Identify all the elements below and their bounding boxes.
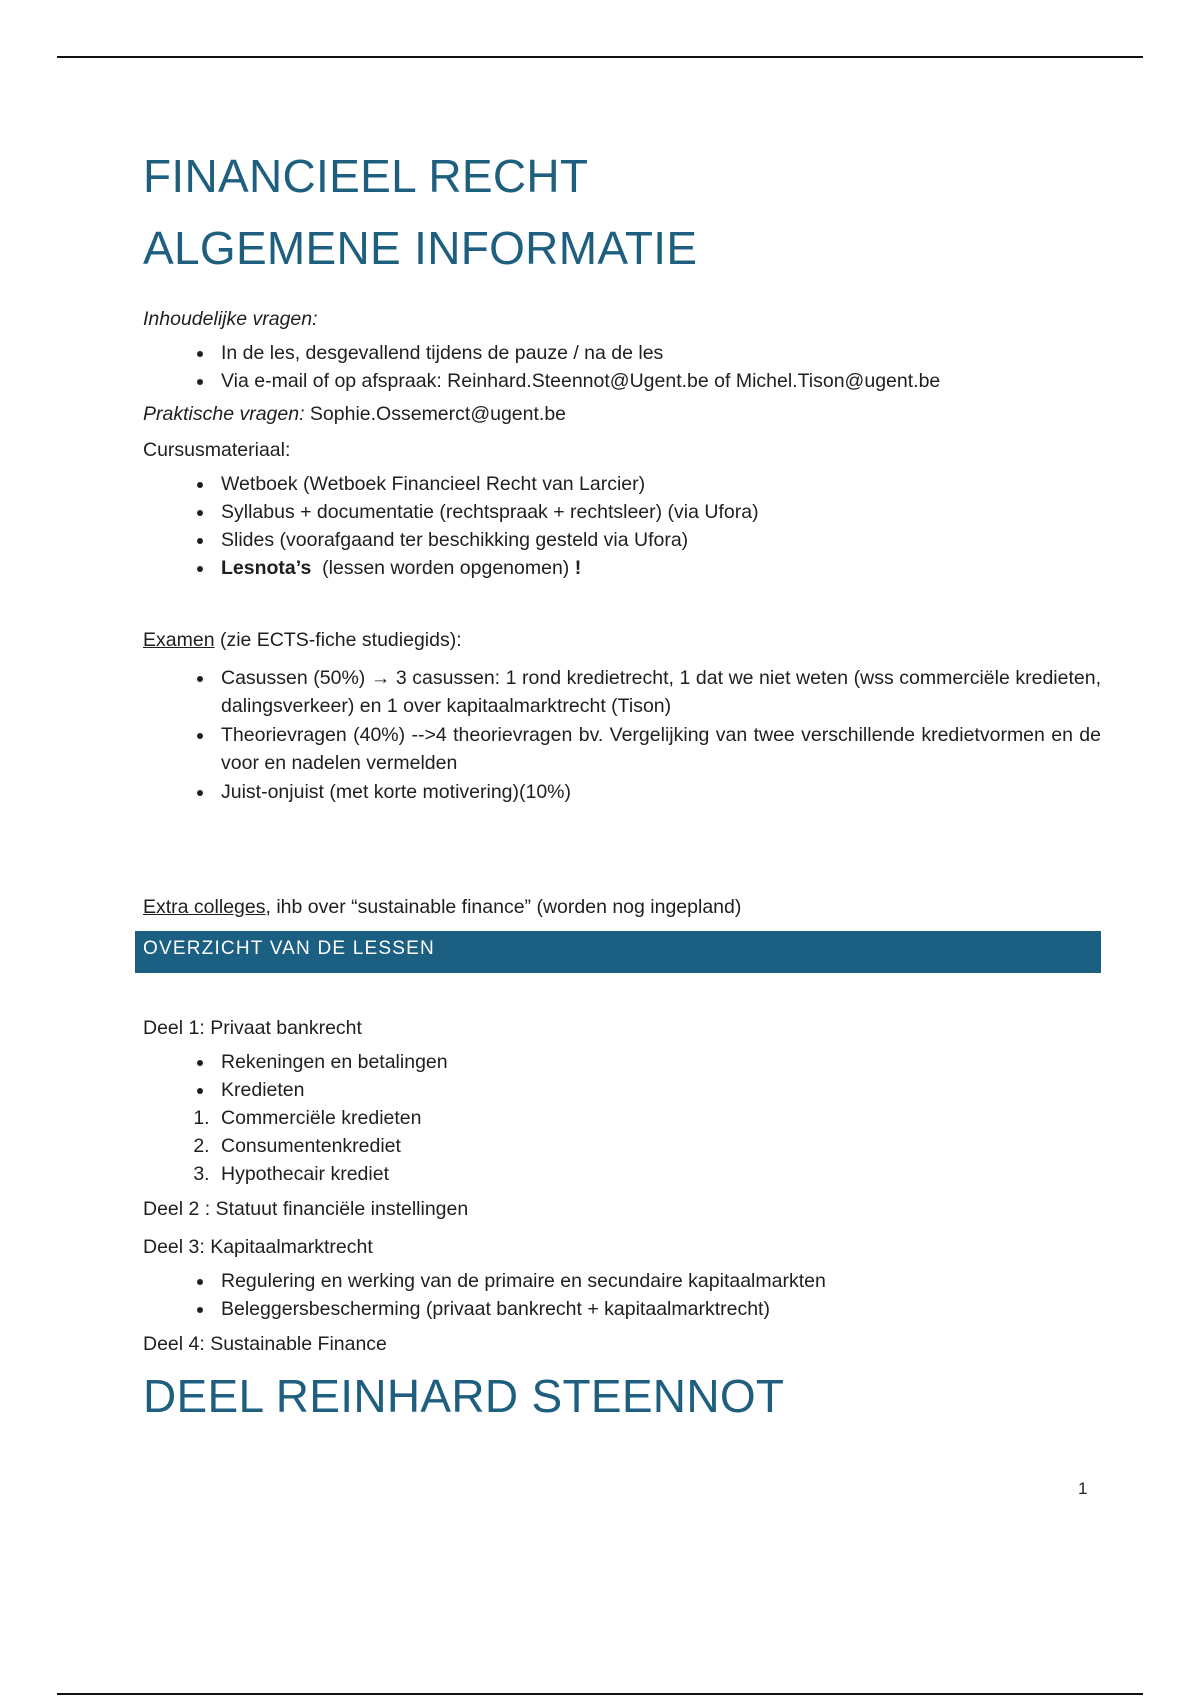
list-item: • Wetboek (Wetboek Financieel Recht van Larcier) (215, 470, 1101, 498)
section-bar-overzicht: OVERZICHT VAN DE LESSEN (135, 931, 1101, 973)
deel2-heading: Deel 2 : Statuut financiële instellingen (143, 1198, 469, 1220)
document-page (143, 140, 1101, 1432)
praktische-vragen (143, 401, 1101, 428)
page-number: 1 (1078, 1479, 1088, 1498)
extra-colleges: Extra colleges, ihb over “sustainable finance” (worden nog ingepland) (143, 896, 742, 918)
inhoudelijke-vragen-label: Inhoudelijke vragen: (143, 308, 318, 330)
title-algemene-informatie: ALGEMENE INFORMATIE (143, 222, 698, 274)
title-deel-reinhard-steennot: DEEL REINHARD STEENNOT (143, 1370, 785, 1422)
list-item: • Casussen (50%) → 3 casussen: 1 rond kredietrecht, 1 dat we niet weten (wss commerciële kredieten, dalingsverkeer) en 1 over kapitaalmarktrecht (Tison) (215, 664, 1101, 720)
bottom-rule (57, 1693, 1143, 1695)
list-item: • Theorievragen (40%) -->4 theorievragen bv. Vergelijking van twee verschillende kredietvormen en de voor en nadelen vermelden (215, 721, 1101, 777)
list-item: • Syllabus + documentatie (rechtspraak + rechtsleer) (via Ufora) (215, 498, 1101, 526)
cursusmateriaal-list (143, 470, 1101, 582)
top-rule (57, 56, 1143, 58)
list-item-lesnotas: • Lesnota’s (lessen worden opgenomen) ! (215, 554, 1101, 582)
praktische-vragen-label: Praktische vragen: (143, 403, 305, 425)
list-item: • Kredieten (215, 1076, 1101, 1104)
deel1-numbered-list (143, 1104, 1101, 1188)
examen-label: Examen (143, 629, 215, 651)
list-item: • In de les, desgevallend tijdens de pauze / na de les (215, 339, 1101, 367)
extra-colleges-label: Extra colleges, (143, 896, 271, 918)
inhoudelijke-vragen-list (143, 339, 1101, 395)
praktische-vragen-email: Sophie.Ossemerct@ugent.be (304, 403, 567, 425)
list-item: • Via e-mail of op afspraak: Reinhard.Steennot@Ugent.be of Michel.Tison@ugent.be (215, 367, 1101, 395)
list-item: • Rekeningen en betalingen (215, 1048, 1101, 1076)
list-item: 3. Hypothecair krediet (215, 1160, 1101, 1188)
deel1-heading: Deel 1: Privaat bankrecht (143, 1017, 362, 1039)
list-item: • Slides (voorafgaand ter beschikking gesteld via Ufora) (215, 526, 1101, 554)
deel3-heading: Deel 3: Kapitaalmarktrecht (143, 1236, 373, 1258)
examen-list (143, 664, 1101, 806)
list-item: • Beleggersbescherming (privaat bankrecht + kapitaalmarktrecht) (215, 1295, 1101, 1323)
deel4-heading: Deel 4: Sustainable Finance (143, 1333, 387, 1355)
list-item: • Regulering en werking van de primaire en secundaire kapitaalmarkten (215, 1267, 1101, 1295)
list-item: 1. Commerciële kredieten (215, 1104, 1101, 1132)
title-financieel-recht: FINANCIEEL RECHT (143, 150, 589, 202)
deel3-list (143, 1267, 1101, 1323)
list-item: • Juist-onjuist (met korte motivering)(10%) (215, 778, 1101, 806)
list-item: 2. Consumentenkrediet (215, 1132, 1101, 1160)
deel1-list (143, 1048, 1101, 1104)
cursusmateriaal-label: Cursusmateriaal: (143, 439, 291, 461)
examen-heading: Examen (zie ECTS-fiche studiegids): (143, 629, 462, 651)
